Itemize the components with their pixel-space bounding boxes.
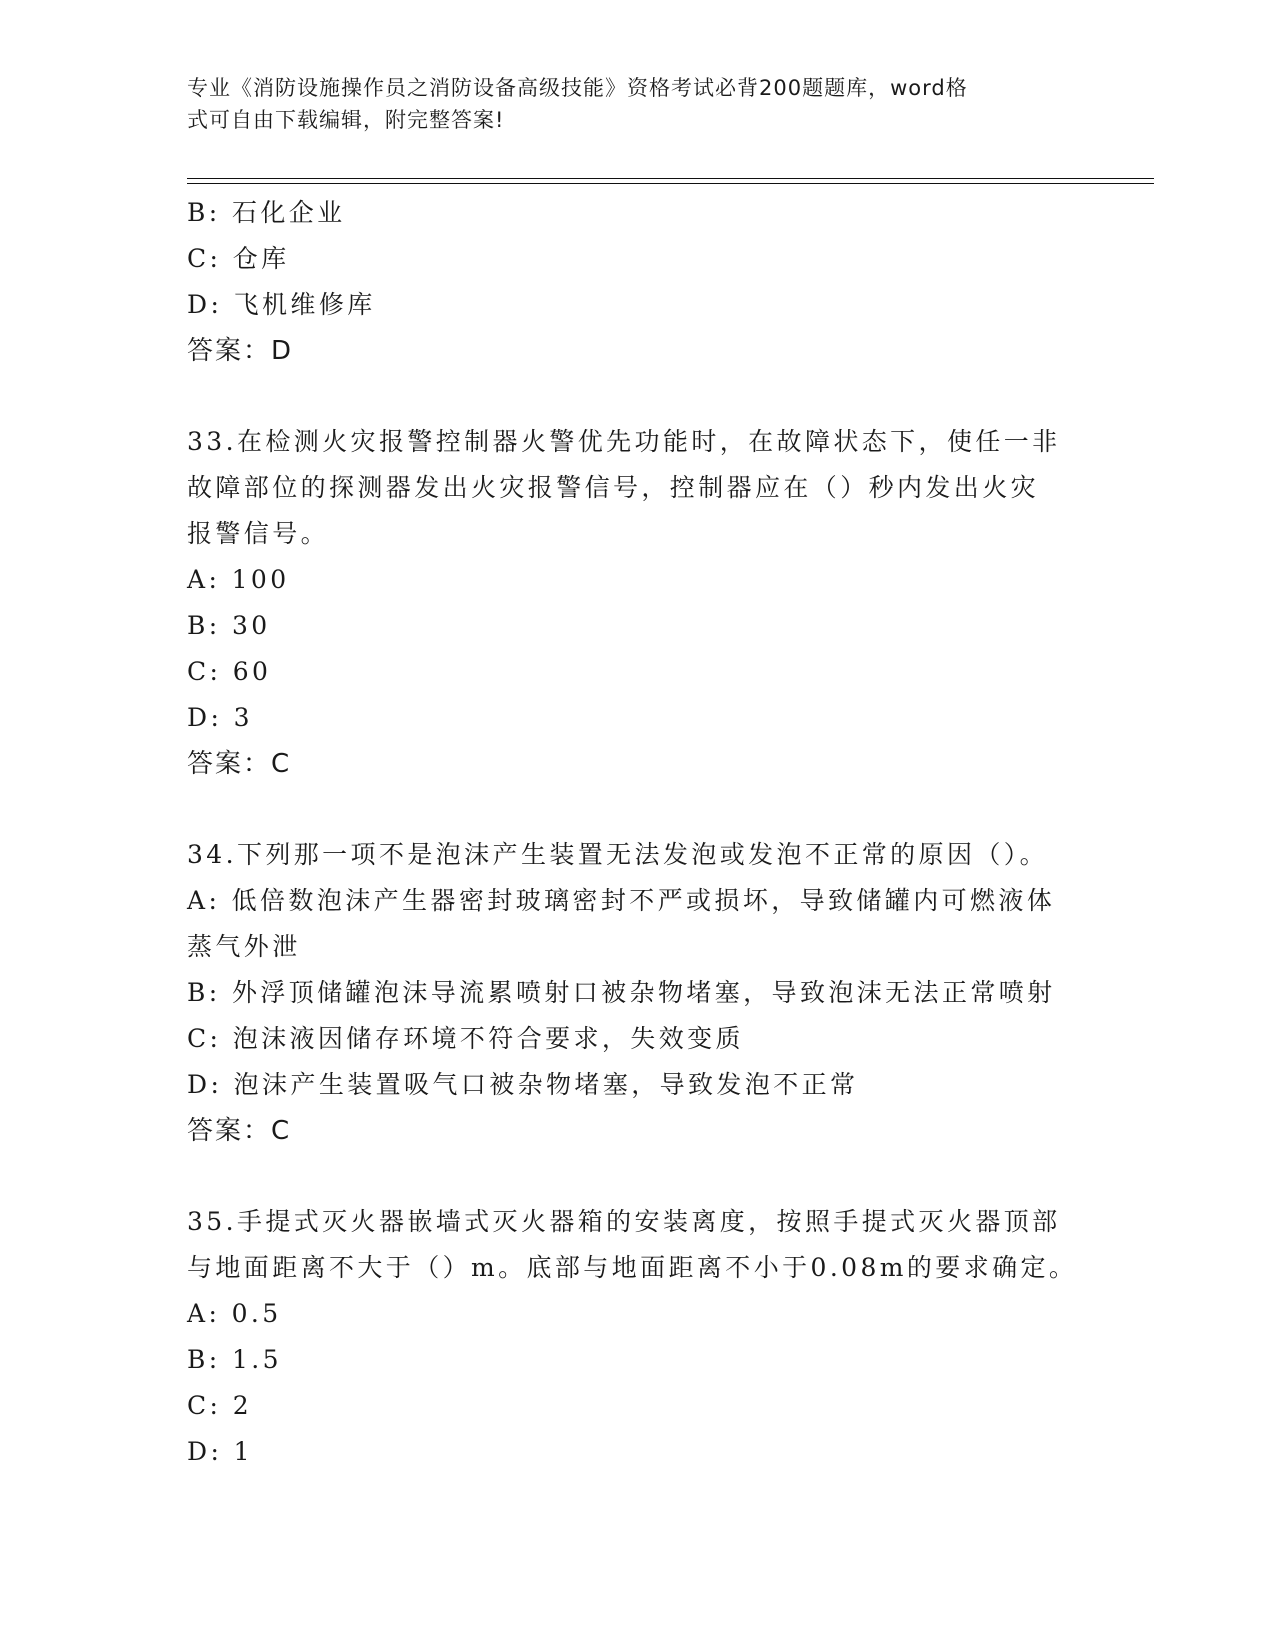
option-c: C: 泡沫液因储存环境不符合要求，失效变质	[187, 1024, 744, 1053]
answer-label: 答案：C	[187, 1116, 292, 1146]
question-text: 34.下列那一项不是泡沫产生装置无法发泡或发泡不正常的原因（）。	[187, 840, 1049, 869]
question-35-block	[187, 1199, 1087, 1475]
option-d: D: 泡沫产生装置吸气口被杂物堵塞，导致发泡不正常	[187, 1070, 859, 1099]
spacer	[187, 787, 1087, 832]
question-list	[187, 190, 1087, 1475]
option-b: B: 30	[187, 611, 271, 640]
question-34-block	[187, 832, 1087, 1154]
spacer	[187, 374, 1087, 419]
option-a: A: 低倍数泡沫产生器密封玻璃密封不严或损坏，导致储罐内可燃液体	[187, 886, 1056, 915]
option-a: A: 100	[187, 565, 290, 594]
option-d: D: 飞机维修库	[187, 290, 376, 319]
option-b: B: 1.5	[187, 1345, 282, 1374]
answer-label: 答案：C	[187, 749, 292, 779]
question-text: 报警信号。	[187, 519, 330, 548]
option-a: A: 0.5	[187, 1299, 282, 1328]
answer-label: 答案：D	[187, 336, 294, 366]
option-d: D: 1	[187, 1437, 253, 1466]
option-c: C: 60	[187, 657, 272, 686]
header-divider-top	[187, 178, 1154, 179]
option-c: C: 仓库	[187, 244, 290, 273]
option-c: C: 2	[187, 1391, 253, 1420]
question-32-block	[187, 190, 1087, 374]
option-b: B: 石化企业	[187, 198, 346, 227]
question-text: 故障部位的探测器发出火灾报警信号，控制器应在（）秒内发出火灾	[187, 473, 1040, 502]
question-33-block	[187, 419, 1087, 787]
spacer	[187, 1154, 1087, 1199]
question-text: 35.手提式灭火器嵌墙式灭火器箱的安装离度，按照手提式灭火器顶部	[187, 1207, 1061, 1236]
option-a-continued: 蒸气外泄	[187, 932, 301, 961]
option-b: B: 外浮顶储罐泡沫导流累喷射口被杂物堵塞，导致泡沫无法正常喷射	[187, 978, 1056, 1007]
header-line-1: 专业《消防设施操作员之消防设备高级技能》资格考试必背200题题库，word格	[187, 76, 968, 100]
document-header	[187, 72, 1067, 136]
question-text: 33.在检测火灾报警控制器火警优先功能时，在故障状态下，使任一非	[187, 427, 1061, 456]
option-d: D: 3	[187, 703, 253, 732]
question-text: 与地面距离不大于（）m。底部与地面距离不小于0.08m的要求确定。	[187, 1253, 1078, 1282]
header-line-2: 式可自由下载编辑，附完整答案!	[187, 108, 505, 132]
header-divider-bottom	[187, 183, 1154, 184]
